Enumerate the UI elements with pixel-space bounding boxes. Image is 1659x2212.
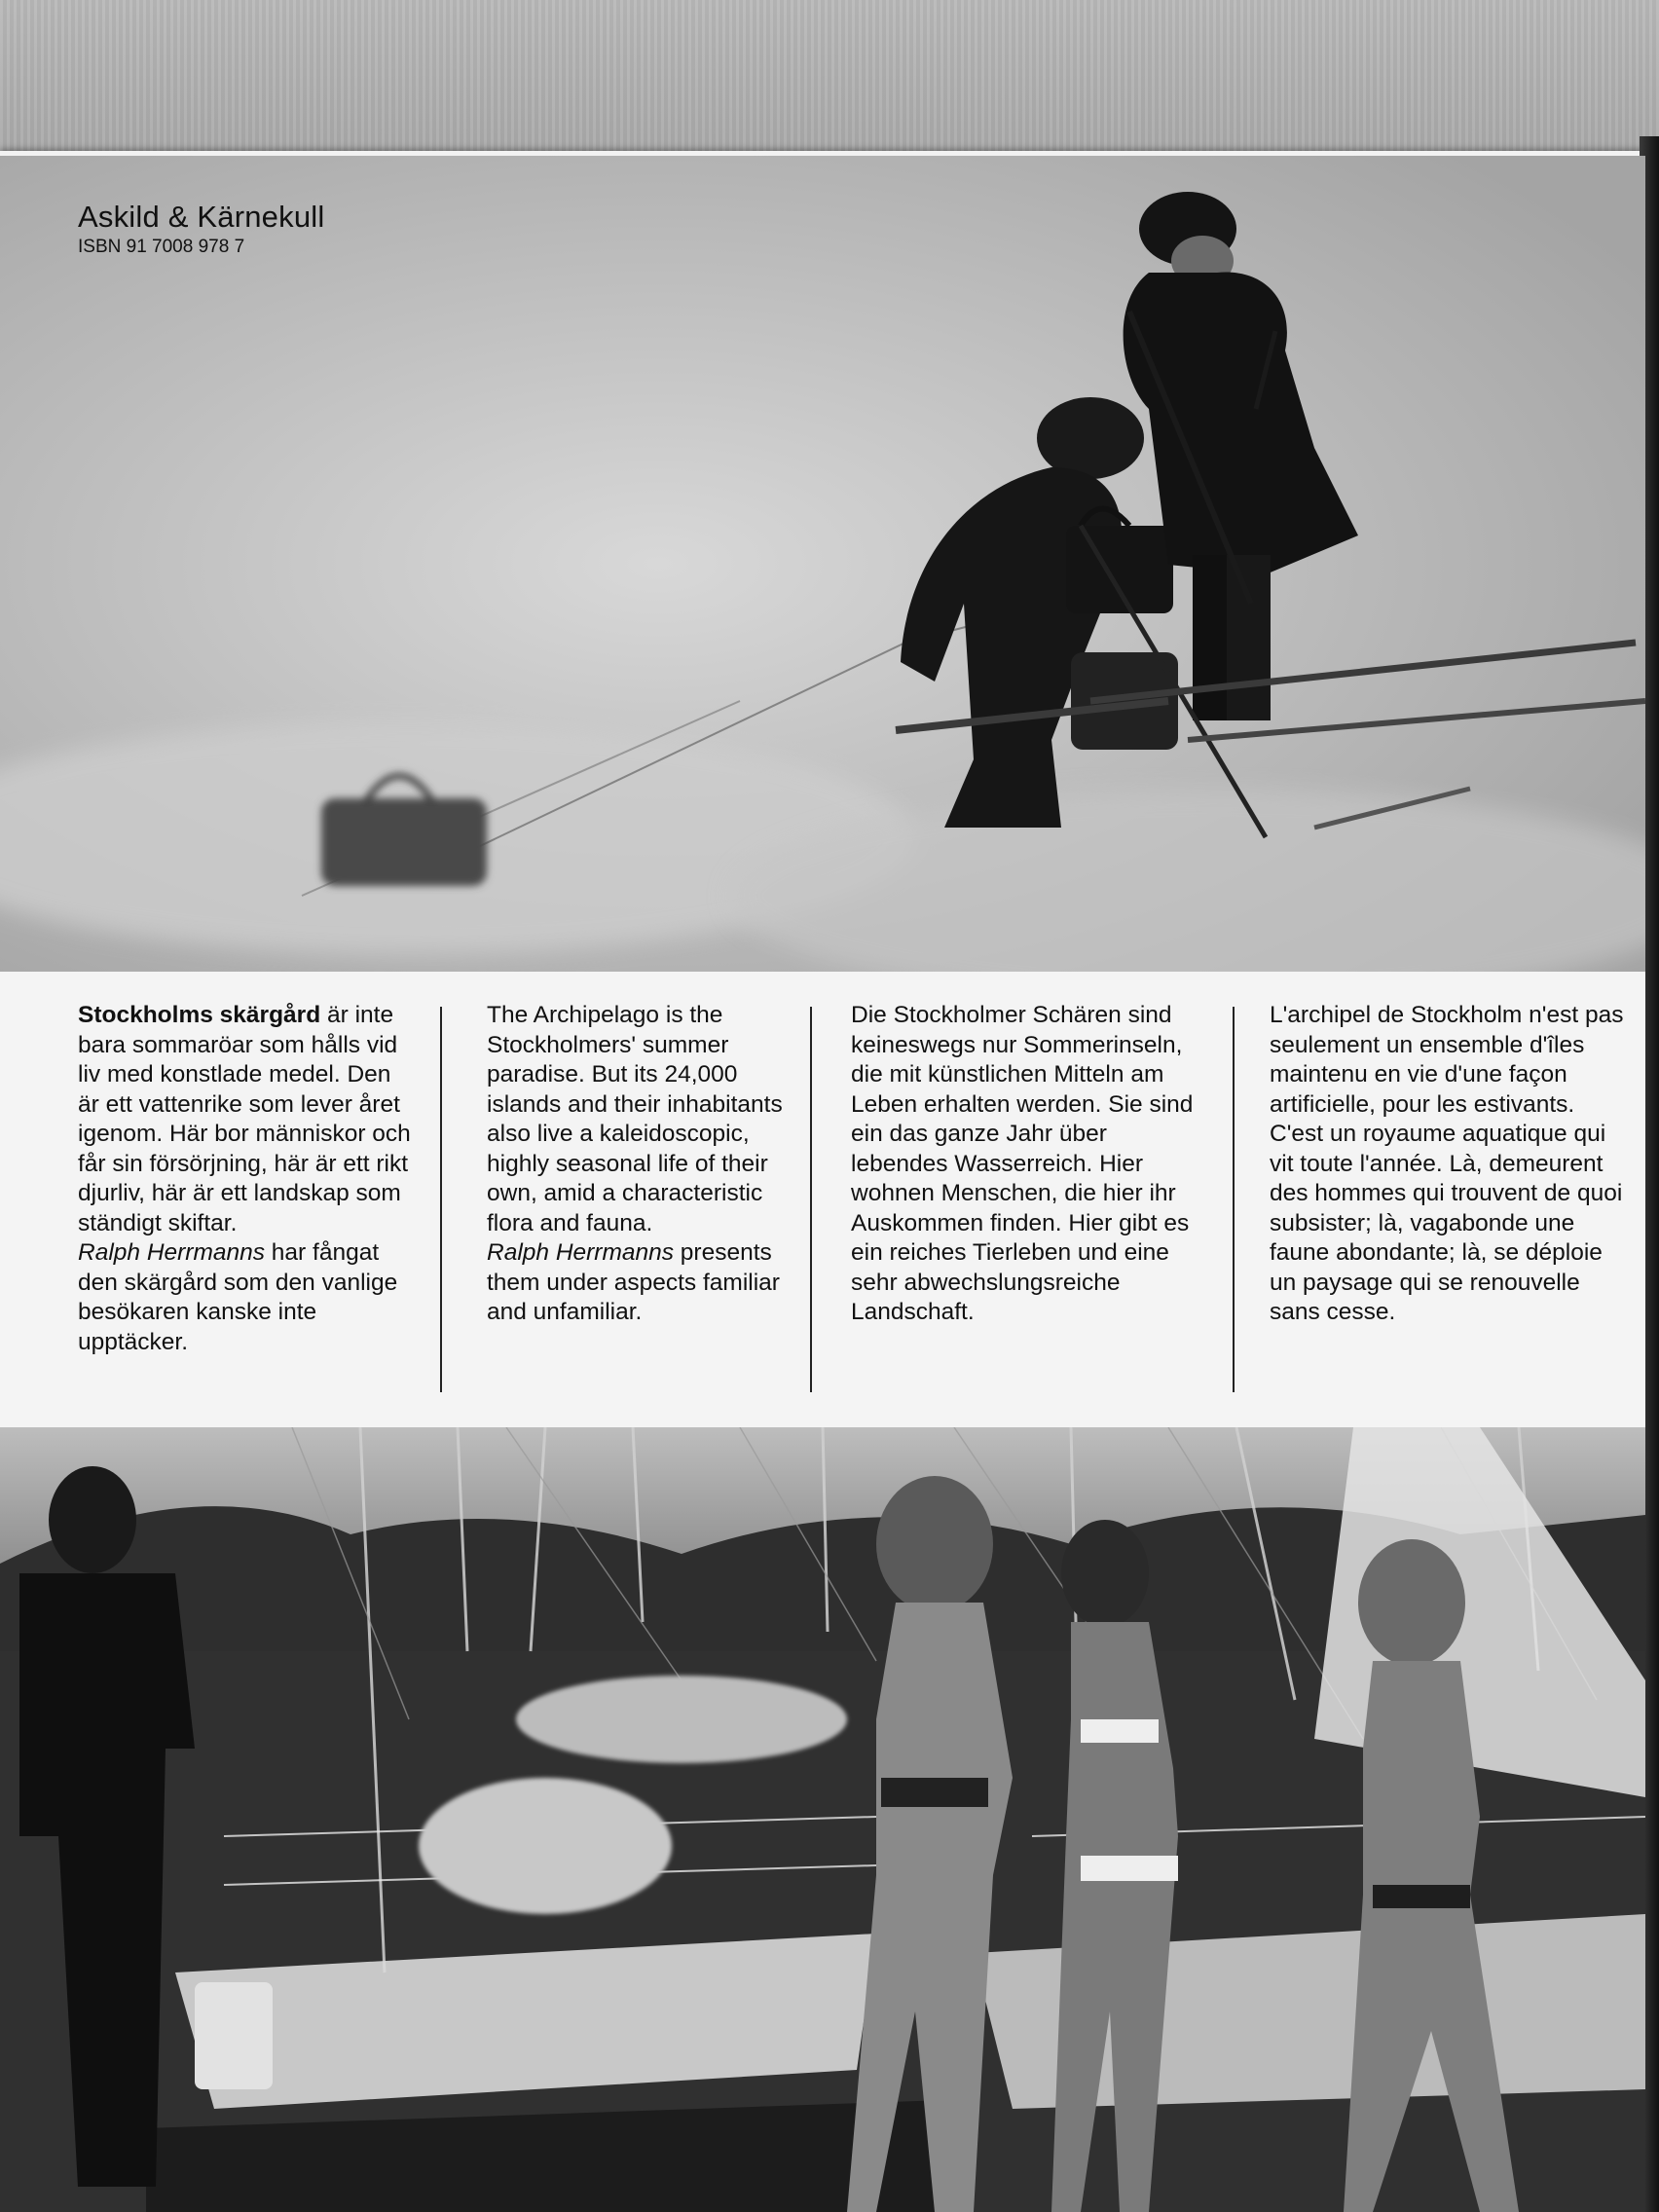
winter-photo — [0, 156, 1645, 972]
marina-photo-illustration — [0, 1427, 1645, 2212]
column-divider — [1233, 1007, 1235, 1392]
publisher-block — [78, 200, 324, 258]
column-divider — [810, 1007, 812, 1392]
isbn: ISBN 91 7008 978 7 — [78, 237, 245, 257]
blurb-english-tail: presents them under aspects familiar and unfamiliar. — [487, 1239, 780, 1325]
blurb-english-body: The Archipelago is the Stockholmers' summer paradise. But its 24,000 islands and their inhabitants also live a kaleidoscopic, highly seasonal life of their own, amid a characteristic flora and fauna. — [487, 1002, 783, 1236]
column-divider — [440, 1007, 442, 1392]
winter-photo-illustration — [0, 156, 1645, 972]
blurb-swedish-tail: har fångat den skärgård som den vanlige besökaren kanske inte upptäcker. — [78, 1239, 398, 1355]
blurb-swedish-lead: Stockholms skärgård — [78, 1002, 321, 1028]
table-surface — [0, 0, 1659, 166]
blurb-german — [851, 1001, 1197, 1328]
blurb-swedish-author: Ralph Herrmanns — [78, 1239, 265, 1266]
blurb-english-author: Ralph Herrmanns — [487, 1239, 674, 1266]
blurb-swedish — [78, 1001, 414, 1357]
blurb-english — [487, 1001, 798, 1328]
blurb-german-body: Die Stockholmer Schären sind keineswegs nur Sommerinseln, die mit künstlichen Mitteln am Leben erhalten werden. Sie sind ein das ganze Jahr über lebendes Wasserreich. Hier wohnen Menschen, die hier ihr Auskommen finden. Hier gibt es ein reiches Tierleben und eine sehr abwechslungsreiche Landschaft. — [851, 1002, 1194, 1325]
blurb-swedish-body: är inte bara sommaröar som hålls vid liv med konstlade medel. Den är ett vattenrike som lever året igenom. Här bor människor och får sin försörjning, här är ett rikt djurliv, här är ett landskap som ständigt skiftar. — [78, 1002, 411, 1236]
blurb-french-body: L'archipel de Stockholm n'est pas seulement un ensemble d'îles maintenu en vie d'une façon artificielle, pour les estivants. C'est un royaume aquatique qui vit toute l'année. Là, demeurent des hommes qui trouvent de quoi subsister; là, vagabonde une faune abondante; là, se déploie un paysage qui se renouvelle sans cesse. — [1270, 1002, 1624, 1325]
marina-photo — [0, 1427, 1645, 2212]
blurb-french — [1270, 1001, 1630, 1328]
publisher-name: Askild & Kärnekull — [78, 200, 325, 234]
